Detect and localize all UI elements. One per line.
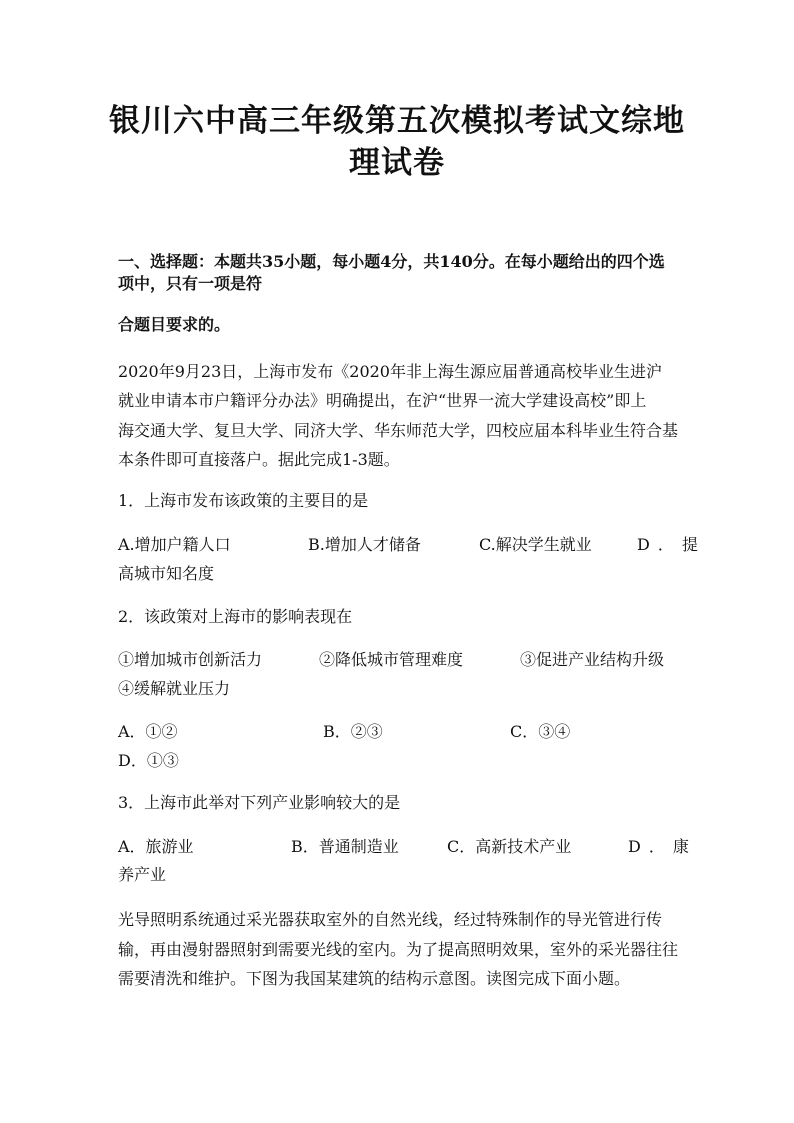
passage1-line: 就业申请本市户籍评分办法》明确提出，在沪“世界一流大学建设高校”即上 [118, 391, 647, 410]
passage1-line: 海交通大学、复旦大学、同济大学、华东师范大学，四校应届本科毕业生符合基 [118, 421, 679, 440]
question1-option-d: D．提 [637, 535, 706, 554]
question2-statement-4: ④缓解就业压力 [118, 679, 231, 698]
passage2-line: 输，再由漫射器照射到需要光线的室内。为了提高照明效果，室外的采光器往往 [118, 940, 679, 959]
question1-option-c: C.解决学生就业 [479, 535, 592, 554]
section-heading-line3: 合题目要求的。 [118, 315, 231, 334]
passage2-line: 需要清洗和维护。下图为我国某建筑的结构示意图。读图完成下面小题。 [118, 969, 631, 988]
section-heading-line2: 项中，只有一项是符 [118, 274, 263, 293]
passage1-line: 本条件即可直接落户。据此完成1-3题。 [118, 450, 400, 469]
question3-option-b: B．普通制造业 [291, 837, 399, 856]
question3-option-d: D．康 [628, 837, 697, 856]
question3-stem: 3．上海市此举对下列产业影响较大的是 [118, 793, 401, 812]
question2-statement-2: ②降低城市管理难度 [319, 650, 464, 669]
question3-option-a: A．旅游业 [118, 837, 194, 856]
question3-option-d-continued: 养产业 [118, 865, 167, 884]
exam-title-line1: 银川六中高三年级第五次模拟考试文综地 [109, 103, 685, 139]
passage1-line: 2020年9月23日，上海市发布《2020年非上海生源应届普通高校毕业生进沪 [118, 362, 662, 381]
question2-option-c: C．③④ [510, 722, 571, 741]
passage2-line: 光导照明系统通过采光器获取室外的自然光线，经过特殊制作的导光管进行传 [118, 910, 663, 929]
question2-statement-1: ①增加城市创新活力 [118, 650, 263, 669]
exam-title-line2: 理试卷 [349, 145, 445, 181]
question1-stem: 1．上海市发布该政策的主要目的是 [118, 491, 369, 510]
question1-option-d-continued: 高城市知名度 [118, 564, 215, 583]
section-heading-line1: 一、选择题：本题共35小题，每小题4分，共140分。在每小题给出的四个选 [118, 252, 665, 271]
question1-option-b: B.增加人才储备 [308, 535, 421, 554]
question3-option-c: C．高新技术产业 [447, 837, 572, 856]
question2-option-d: D．①③ [118, 751, 179, 770]
question2-stem: 2．该政策对上海市的影响表现在 [118, 607, 353, 626]
question2-option-b: B．②③ [323, 722, 383, 741]
question2-statement-3: ③促进产业结构升级 [520, 650, 665, 669]
question2-option-a: A．①② [118, 722, 178, 741]
question1-option-a: A.增加户籍人口 [118, 535, 231, 554]
